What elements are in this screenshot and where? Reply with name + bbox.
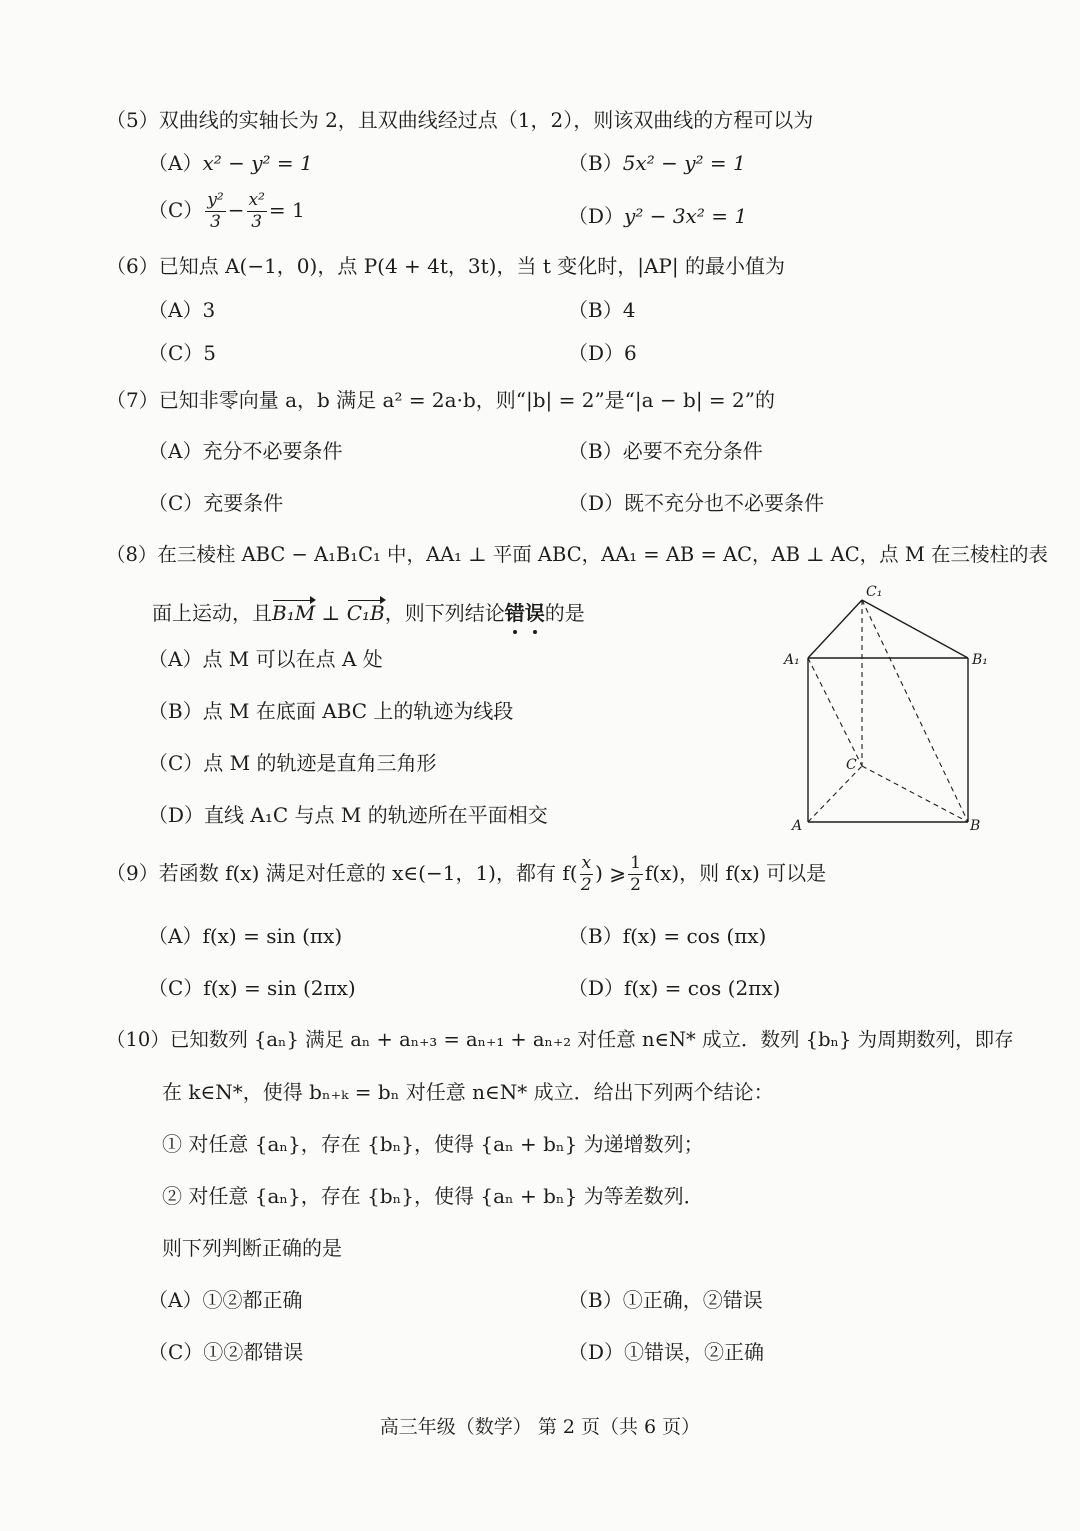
q8-vector-b1m: B₁M bbox=[272, 601, 316, 625]
q5-option-a bbox=[148, 153, 313, 173]
q10-statement-1: ① 对任意 {aₙ}，存在 {bₙ}，使得 {aₙ + bₙ} 为递增数列； bbox=[162, 1132, 704, 1156]
q6-option-d: （D）6 bbox=[568, 341, 637, 365]
q5-option-b bbox=[568, 153, 746, 173]
q9-option-a: （A）f(x) = sin (πx) bbox=[148, 924, 343, 948]
q10-option-c: （C）①②都错误 bbox=[148, 1340, 304, 1364]
q8-stem2-mid: ，则下列结论 bbox=[384, 601, 505, 625]
q5-c-eq: = 1 bbox=[268, 198, 305, 222]
q5-stem: （5）双曲线的实轴长为 2，且双曲线经过点（1，2），则该双曲线的方程可以为 bbox=[106, 108, 814, 132]
q10-stem-line2: 在 k∈N*，使得 bₙ₊ₖ = bₙ 对任意 n∈N* 成立．给出下列两个结论： bbox=[162, 1080, 774, 1104]
q7-option-c: （C）充要条件 bbox=[148, 491, 284, 515]
edge-c-b bbox=[862, 766, 968, 822]
edge-c1-b1 bbox=[862, 600, 968, 658]
q5-c-num1: y² bbox=[207, 190, 224, 210]
triangular-prism-figure bbox=[770, 578, 1000, 838]
q10-option-a: （A）①②都正确 bbox=[148, 1288, 303, 1312]
q9-h-num: 1 bbox=[630, 853, 641, 873]
edge-a1-c1 bbox=[808, 600, 862, 658]
q8-option-a: （A）点 M 可以在点 A 处 bbox=[148, 647, 383, 671]
q8-vector-c1b: C₁B bbox=[346, 601, 385, 625]
edge-a-c bbox=[808, 766, 862, 822]
q8-perp: ⊥ bbox=[315, 601, 347, 625]
q8-stem-line1: （8）在三棱柱 ABC − A₁B₁C₁ 中，AA₁ ⊥ 平面 ABC，AA₁ = AB = AC，AB ⊥ AC，点 M 在三棱柱的表 bbox=[106, 543, 1049, 566]
q7-option-d: （D）既不充分也不必要条件 bbox=[568, 491, 825, 515]
q5-c-frac2 bbox=[247, 192, 267, 231]
q8-option-c: （C）点 M 的轨迹是直角三角形 bbox=[148, 751, 437, 775]
q5-b-label: （B） bbox=[568, 151, 623, 175]
q10-option-b: （B）①正确，②错误 bbox=[568, 1288, 763, 1312]
q8-stem2-pre: 面上运动，且 bbox=[152, 601, 272, 625]
q9-frac-half bbox=[628, 855, 643, 894]
q9-frac-x-over-2 bbox=[580, 855, 594, 894]
q5-c-minus: − bbox=[227, 198, 245, 222]
q9-option-d: （D）f(x) = cos (2πx) bbox=[568, 976, 781, 1000]
q5-a-expr: x² − y² = 1 bbox=[202, 151, 313, 175]
q9-x-num: x bbox=[581, 853, 592, 873]
q5-option-d bbox=[568, 206, 747, 226]
q5-d-expr: y² − 3x² = 1 bbox=[624, 204, 748, 228]
q7-stem: （7）已知非零向量 a，b 满足 a² = 2a·b，则“|b| = 2”是“|a − b| = 2”的 bbox=[106, 388, 775, 412]
q5-c-den1: 3 bbox=[210, 212, 221, 232]
q5-a-label: （A） bbox=[148, 151, 203, 175]
q5-option-c bbox=[148, 192, 305, 231]
q6-option-b: （B）4 bbox=[568, 298, 636, 322]
q9-stem-mid: ) ⩾ bbox=[595, 861, 627, 885]
q5-b-expr: 5x² − y² = 1 bbox=[622, 151, 746, 175]
q10-option-d: （D）①错误，②正确 bbox=[568, 1340, 765, 1364]
q9-h-den: 2 bbox=[630, 875, 641, 895]
q5-d-label: （D） bbox=[568, 204, 625, 228]
page-footer: 高三年级（数学） 第 2 页（共 6 页） bbox=[379, 1416, 701, 1438]
q8-emphasis-1: 错 bbox=[504, 601, 525, 625]
q9-option-c: （C）f(x) = sin (2πx) bbox=[148, 976, 356, 1000]
q9-stem-post: f(x)，则 f(x) 可以是 bbox=[644, 861, 827, 885]
q7-option-b: （B）必要不充分条件 bbox=[568, 439, 763, 463]
q8-emphasis-2: 误 bbox=[524, 601, 545, 625]
q10-statement-2: ② 对任意 {aₙ}，存在 {bₙ}，使得 {aₙ + bₙ} 为等差数列． bbox=[162, 1184, 704, 1208]
label-a: A bbox=[792, 818, 803, 834]
q8-stem-line2 bbox=[152, 600, 585, 623]
q10-stem-line1: （10）已知数列 {aₙ} 满足 aₙ + aₙ₊₃ = aₙ₊₁ + aₙ₊₂ 对任意 n∈N* 成立．数列 {bₙ} 为周期数列，即存 bbox=[106, 1028, 1014, 1051]
q5-c-num2: x² bbox=[248, 190, 265, 210]
q6-option-c: （C）5 bbox=[148, 341, 217, 365]
label-b1: B₁ bbox=[972, 652, 988, 668]
q10-ask: 则下列判断正确的是 bbox=[162, 1236, 342, 1260]
q8-option-b: （B）点 M 在底面 ABC 上的轨迹为线段 bbox=[148, 699, 514, 723]
label-b: B bbox=[970, 818, 981, 834]
q7-option-a: （A）充分不必要条件 bbox=[148, 439, 343, 463]
diag-c1-b bbox=[862, 600, 968, 822]
q6-option-a: （A）3 bbox=[148, 298, 216, 322]
q5-c-den2: 3 bbox=[251, 212, 263, 232]
diag-a1-c bbox=[808, 658, 862, 766]
q9-option-b: （B）f(x) = cos (πx) bbox=[568, 924, 767, 948]
q9-x-den: 2 bbox=[580, 875, 592, 895]
q9-stem bbox=[106, 855, 826, 894]
q8-stem2-post: 的是 bbox=[544, 601, 585, 625]
label-a1: A₁ bbox=[784, 652, 800, 668]
q5-c-frac1 bbox=[205, 192, 225, 231]
q6-stem: （6）已知点 A(−1，0)，点 P(4 + 4t，3t)，当 t 变化时，|AP| 的最小值为 bbox=[106, 254, 785, 278]
q5-c-label: （C） bbox=[148, 198, 204, 222]
q9-stem-pre: （9）若函数 f(x) 满足对任意的 x∈(−1，1)，都有 f( bbox=[106, 861, 578, 885]
label-c: C bbox=[846, 757, 857, 773]
label-c1: C₁ bbox=[866, 584, 883, 600]
q8-option-d: （D）直线 A₁C 与点 M 的轨迹所在平面相交 bbox=[148, 803, 548, 827]
